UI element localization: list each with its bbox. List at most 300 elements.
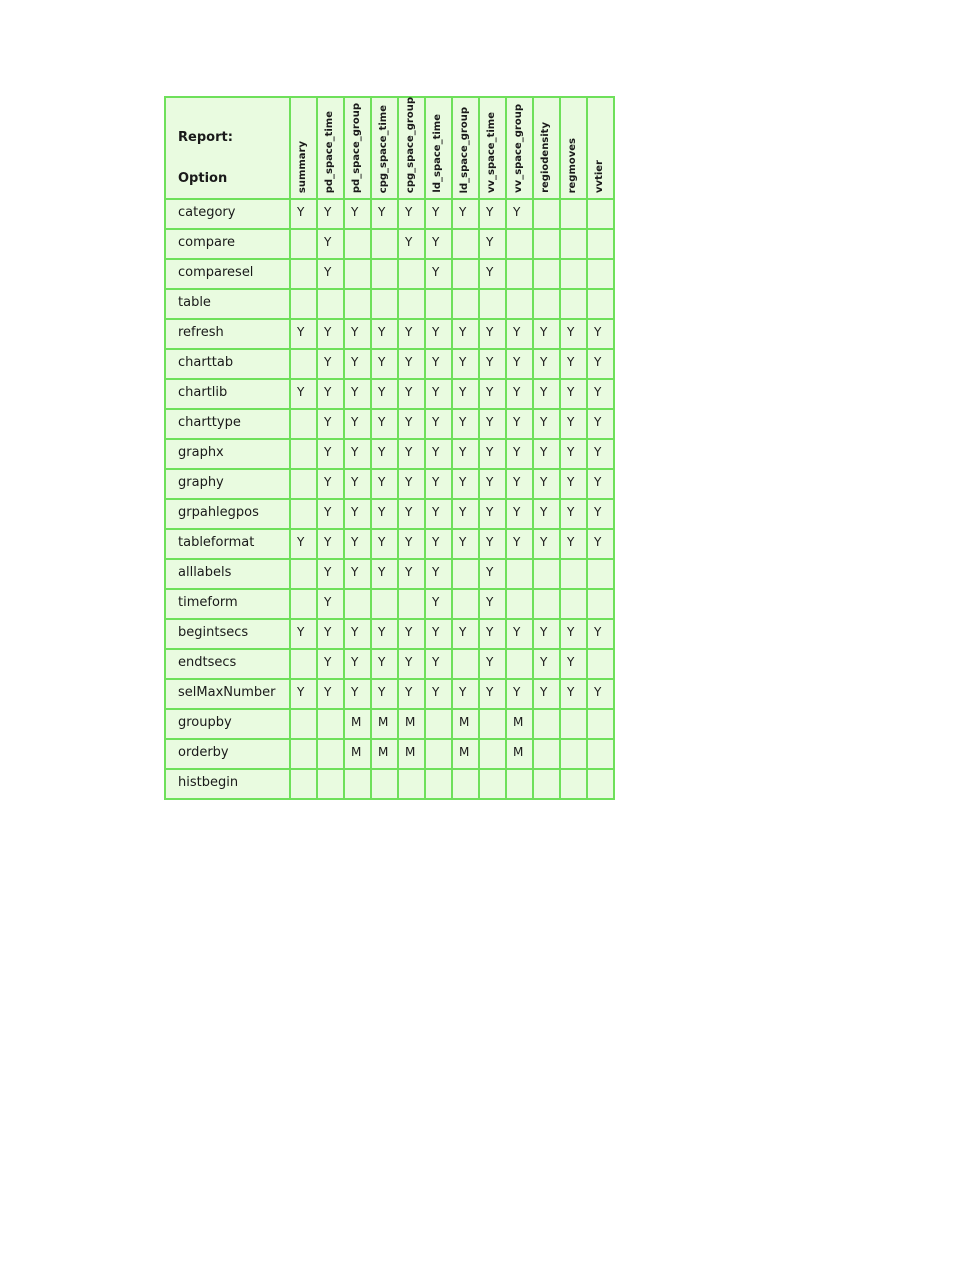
support-cell: Y	[587, 349, 614, 379]
support-cell: Y	[533, 469, 560, 499]
support-cell	[398, 259, 425, 289]
report-label: Report:	[178, 130, 233, 145]
column-header-label: vv_space_group	[513, 104, 524, 193]
support-cell	[452, 559, 479, 589]
support-cell: Y	[479, 229, 506, 259]
support-cell: Y	[317, 499, 344, 529]
support-cell	[371, 589, 398, 619]
support-cell	[290, 409, 317, 439]
support-cell: Y	[425, 259, 452, 289]
support-cell	[344, 289, 371, 319]
support-cell: Y	[344, 529, 371, 559]
column-header-summary	[290, 97, 317, 199]
support-cell: Y	[452, 679, 479, 709]
support-cell: M	[344, 739, 371, 769]
support-cell: Y	[398, 409, 425, 439]
support-cell: Y	[479, 379, 506, 409]
support-cell: Y	[560, 409, 587, 439]
support-cell	[560, 709, 587, 739]
column-header-label: cpg_space_group	[405, 96, 416, 193]
support-cell: Y	[452, 529, 479, 559]
support-cell: Y	[479, 559, 506, 589]
column-header-regmoves	[560, 97, 587, 199]
option-name-cell: endtsecs	[165, 649, 290, 679]
option-name-cell: selMaxNumber	[165, 679, 290, 709]
support-cell	[290, 259, 317, 289]
support-cell: Y	[425, 589, 452, 619]
support-cell: Y	[560, 349, 587, 379]
support-cell	[506, 229, 533, 259]
column-header-label: regiodensity	[540, 122, 551, 193]
option-name-cell: table	[165, 289, 290, 319]
support-cell: Y	[398, 679, 425, 709]
support-cell: Y	[290, 199, 317, 229]
support-cell: Y	[290, 529, 317, 559]
support-cell: Y	[371, 319, 398, 349]
support-cell	[290, 289, 317, 319]
support-cell	[587, 229, 614, 259]
support-cell: Y	[317, 319, 344, 349]
support-cell	[533, 589, 560, 619]
support-cell	[533, 259, 560, 289]
support-cell: Y	[587, 439, 614, 469]
support-cell: Y	[533, 439, 560, 469]
support-cell: Y	[425, 229, 452, 259]
support-cell	[452, 589, 479, 619]
support-cell: Y	[479, 319, 506, 349]
support-cell	[479, 709, 506, 739]
support-cell: Y	[317, 469, 344, 499]
support-cell: Y	[479, 199, 506, 229]
support-cell: Y	[425, 469, 452, 499]
support-cell: Y	[587, 619, 614, 649]
option-name-cell: compare	[165, 229, 290, 259]
support-cell	[290, 229, 317, 259]
support-cell: Y	[398, 559, 425, 589]
support-cell: Y	[344, 439, 371, 469]
support-cell: Y	[425, 439, 452, 469]
support-cell: M	[452, 709, 479, 739]
support-cell: Y	[371, 409, 398, 439]
support-cell: Y	[398, 379, 425, 409]
corner-header-cell	[165, 97, 290, 199]
support-cell: Y	[533, 409, 560, 439]
support-cell	[290, 559, 317, 589]
support-cell: Y	[371, 529, 398, 559]
support-cell: Y	[344, 619, 371, 649]
support-cell	[371, 229, 398, 259]
support-cell: Y	[506, 529, 533, 559]
support-cell: Y	[479, 409, 506, 439]
support-cell	[533, 709, 560, 739]
support-cell: Y	[587, 529, 614, 559]
table-row	[165, 709, 614, 739]
table-row	[165, 289, 614, 319]
option-name-cell: timeform	[165, 589, 290, 619]
support-cell	[506, 769, 533, 799]
support-cell	[452, 769, 479, 799]
support-cell: Y	[344, 649, 371, 679]
support-cell: Y	[425, 649, 452, 679]
support-cell	[560, 259, 587, 289]
table-row	[165, 529, 614, 559]
support-cell	[587, 199, 614, 229]
table-row	[165, 499, 614, 529]
column-header-vv-space-time	[479, 97, 506, 199]
option-name-cell: orderby	[165, 739, 290, 769]
column-header-vvtier	[587, 97, 614, 199]
support-cell	[587, 589, 614, 619]
support-cell	[317, 289, 344, 319]
support-cell: Y	[452, 319, 479, 349]
table-row	[165, 319, 614, 349]
option-name-cell: graphx	[165, 439, 290, 469]
support-cell: Y	[506, 469, 533, 499]
column-header-label: pd_space_group	[351, 102, 362, 193]
support-cell: Y	[533, 679, 560, 709]
support-cell	[560, 199, 587, 229]
support-cell: Y	[425, 529, 452, 559]
support-cell: Y	[479, 439, 506, 469]
support-cell: Y	[398, 469, 425, 499]
support-cell: Y	[398, 619, 425, 649]
support-cell: Y	[317, 649, 344, 679]
support-cell: Y	[533, 619, 560, 649]
support-cell: Y	[506, 199, 533, 229]
support-cell	[398, 589, 425, 619]
support-cell: Y	[506, 409, 533, 439]
support-cell	[290, 439, 317, 469]
option-name-cell: charttype	[165, 409, 290, 439]
support-cell	[290, 769, 317, 799]
support-cell	[560, 739, 587, 769]
support-cell	[560, 289, 587, 319]
support-cell	[398, 289, 425, 319]
option-name-cell: comparesel	[165, 259, 290, 289]
support-cell: Y	[452, 379, 479, 409]
support-cell: Y	[560, 439, 587, 469]
support-cell	[371, 769, 398, 799]
support-cell: Y	[479, 589, 506, 619]
support-cell: Y	[317, 559, 344, 589]
support-cell: Y	[533, 349, 560, 379]
support-cell: M	[506, 709, 533, 739]
support-cell: Y	[479, 499, 506, 529]
support-cell: Y	[425, 379, 452, 409]
support-cell	[290, 589, 317, 619]
table-row	[165, 349, 614, 379]
table-row	[165, 679, 614, 709]
support-cell: Y	[371, 499, 398, 529]
support-cell: Y	[479, 259, 506, 289]
support-cell	[560, 559, 587, 589]
support-cell	[344, 229, 371, 259]
support-cell: Y	[506, 499, 533, 529]
support-cell	[425, 769, 452, 799]
support-cell	[479, 289, 506, 319]
support-cell	[587, 559, 614, 589]
option-name-cell: tableformat	[165, 529, 290, 559]
support-cell: Y	[398, 499, 425, 529]
report-option-table	[164, 96, 615, 800]
support-cell	[587, 769, 614, 799]
table-row	[165, 619, 614, 649]
option-name-cell: chartlib	[165, 379, 290, 409]
support-cell: Y	[506, 349, 533, 379]
support-cell: Y	[398, 529, 425, 559]
support-cell: Y	[425, 679, 452, 709]
table-row	[165, 769, 614, 799]
support-cell: Y	[425, 559, 452, 589]
support-cell: Y	[371, 469, 398, 499]
column-header-regiodensity	[533, 97, 560, 199]
support-cell	[317, 769, 344, 799]
support-cell: Y	[506, 439, 533, 469]
support-cell	[533, 559, 560, 589]
support-cell	[290, 739, 317, 769]
support-cell	[560, 229, 587, 259]
support-cell	[587, 739, 614, 769]
support-cell	[290, 349, 317, 379]
support-cell	[533, 229, 560, 259]
table-row	[165, 469, 614, 499]
support-cell: Y	[425, 409, 452, 439]
support-cell: Y	[452, 469, 479, 499]
support-cell	[290, 649, 317, 679]
support-cell: Y	[317, 379, 344, 409]
support-cell: Y	[398, 349, 425, 379]
table-row	[165, 259, 614, 289]
table-row	[165, 589, 614, 619]
support-cell	[506, 649, 533, 679]
support-cell	[317, 709, 344, 739]
support-cell	[398, 769, 425, 799]
support-cell: M	[506, 739, 533, 769]
support-cell	[290, 469, 317, 499]
support-cell	[506, 559, 533, 589]
support-cell: Y	[587, 409, 614, 439]
support-cell: Y	[452, 499, 479, 529]
support-cell: Y	[479, 679, 506, 709]
support-cell	[290, 709, 317, 739]
support-cell	[344, 589, 371, 619]
column-header-label: summary	[297, 140, 308, 193]
support-cell	[506, 259, 533, 289]
support-cell: Y	[533, 319, 560, 349]
support-cell: Y	[290, 379, 317, 409]
support-cell	[533, 739, 560, 769]
support-cell: Y	[344, 499, 371, 529]
support-cell: Y	[587, 319, 614, 349]
support-cell: Y	[398, 439, 425, 469]
support-cell: Y	[479, 619, 506, 649]
support-cell: M	[398, 709, 425, 739]
support-cell: Y	[560, 319, 587, 349]
support-cell: Y	[398, 649, 425, 679]
support-cell: Y	[290, 679, 317, 709]
support-cell: Y	[452, 439, 479, 469]
column-header-label: ld_space_time	[432, 114, 443, 193]
option-name-cell: begintsecs	[165, 619, 290, 649]
support-cell	[371, 289, 398, 319]
table-row	[165, 409, 614, 439]
support-cell: Y	[317, 439, 344, 469]
support-cell: Y	[560, 379, 587, 409]
support-cell: Y	[317, 529, 344, 559]
support-cell: Y	[371, 379, 398, 409]
support-cell	[425, 709, 452, 739]
support-cell: Y	[560, 619, 587, 649]
support-cell	[479, 739, 506, 769]
column-header-ld-space-group	[452, 97, 479, 199]
support-cell: Y	[425, 199, 452, 229]
support-cell: Y	[587, 679, 614, 709]
option-name-cell: alllabels	[165, 559, 290, 589]
column-header-ld-space-time	[425, 97, 452, 199]
option-name-cell: category	[165, 199, 290, 229]
support-cell: M	[371, 709, 398, 739]
column-header-label: pd_space_time	[324, 110, 335, 193]
support-cell: Y	[587, 469, 614, 499]
support-cell: Y	[317, 619, 344, 649]
support-cell	[371, 259, 398, 289]
support-cell: Y	[506, 619, 533, 649]
support-cell: Y	[344, 349, 371, 379]
support-cell: Y	[371, 619, 398, 649]
table-row	[165, 199, 614, 229]
support-cell	[587, 709, 614, 739]
support-cell	[587, 649, 614, 679]
support-cell	[452, 259, 479, 289]
support-cell: Y	[317, 259, 344, 289]
support-cell	[587, 259, 614, 289]
column-header-label: regmoves	[567, 137, 578, 193]
support-cell	[452, 289, 479, 319]
support-cell: Y	[560, 469, 587, 499]
support-cell: Y	[452, 199, 479, 229]
support-cell: Y	[344, 409, 371, 439]
support-cell	[425, 289, 452, 319]
option-name-cell: refresh	[165, 319, 290, 349]
support-cell: Y	[533, 379, 560, 409]
support-cell: Y	[560, 679, 587, 709]
support-cell: Y	[587, 499, 614, 529]
support-cell: Y	[506, 379, 533, 409]
support-cell: Y	[560, 499, 587, 529]
support-cell: Y	[371, 439, 398, 469]
support-cell: Y	[344, 379, 371, 409]
table-row	[165, 649, 614, 679]
support-cell: Y	[452, 349, 479, 379]
support-cell	[533, 289, 560, 319]
support-cell: Y	[560, 649, 587, 679]
column-header-cpg-space-group	[398, 97, 425, 199]
support-cell: Y	[506, 679, 533, 709]
column-header-pd-space-group	[344, 97, 371, 199]
support-cell: Y	[371, 649, 398, 679]
support-cell	[560, 589, 587, 619]
table-row	[165, 229, 614, 259]
support-cell: Y	[398, 199, 425, 229]
support-cell	[506, 589, 533, 619]
column-header-label: vv_space_time	[486, 111, 497, 193]
support-cell: Y	[317, 229, 344, 259]
support-cell	[587, 289, 614, 319]
column-header-label: vvtier	[594, 160, 605, 193]
option-name-cell: groupby	[165, 709, 290, 739]
table-body	[165, 199, 614, 799]
support-cell: Y	[290, 319, 317, 349]
support-cell	[506, 289, 533, 319]
support-cell: Y	[317, 199, 344, 229]
support-cell	[479, 769, 506, 799]
option-name-cell: histbegin	[165, 769, 290, 799]
support-cell: Y	[479, 649, 506, 679]
support-cell: Y	[371, 199, 398, 229]
support-cell	[560, 769, 587, 799]
support-cell: Y	[425, 499, 452, 529]
table-row	[165, 739, 614, 769]
support-cell	[533, 769, 560, 799]
support-cell: Y	[371, 559, 398, 589]
support-cell	[344, 259, 371, 289]
support-cell: Y	[344, 679, 371, 709]
support-cell: Y	[317, 409, 344, 439]
support-cell: Y	[479, 349, 506, 379]
support-cell: Y	[344, 469, 371, 499]
support-cell: Y	[479, 469, 506, 499]
option-name-cell: grpahlegpos	[165, 499, 290, 529]
support-cell: Y	[425, 619, 452, 649]
support-cell: Y	[371, 679, 398, 709]
support-cell	[290, 499, 317, 529]
column-header-pd-space-time	[317, 97, 344, 199]
support-cell	[344, 769, 371, 799]
column-header-vv-space-group	[506, 97, 533, 199]
support-cell	[533, 199, 560, 229]
support-cell: Y	[452, 409, 479, 439]
table-row	[165, 379, 614, 409]
support-cell	[452, 649, 479, 679]
support-cell: Y	[587, 379, 614, 409]
support-cell: Y	[371, 349, 398, 379]
support-cell: Y	[533, 499, 560, 529]
table-row	[165, 439, 614, 469]
table-row	[165, 559, 614, 589]
support-cell: Y	[317, 349, 344, 379]
support-cell: Y	[317, 679, 344, 709]
support-cell: M	[344, 709, 371, 739]
support-cell: Y	[533, 649, 560, 679]
option-name-cell: charttab	[165, 349, 290, 379]
support-cell: Y	[452, 619, 479, 649]
support-cell: Y	[344, 319, 371, 349]
column-header-label: cpg_space_time	[378, 104, 389, 193]
support-cell	[317, 739, 344, 769]
support-cell: Y	[560, 529, 587, 559]
support-cell: Y	[506, 319, 533, 349]
support-cell: M	[398, 739, 425, 769]
support-cell: Y	[398, 319, 425, 349]
support-cell: Y	[344, 199, 371, 229]
support-cell: Y	[425, 319, 452, 349]
column-header-cpg-space-time	[371, 97, 398, 199]
header-row	[165, 97, 614, 199]
support-cell: Y	[290, 619, 317, 649]
column-header-label: ld_space_group	[459, 106, 470, 193]
support-cell: Y	[425, 349, 452, 379]
support-cell: Y	[344, 559, 371, 589]
